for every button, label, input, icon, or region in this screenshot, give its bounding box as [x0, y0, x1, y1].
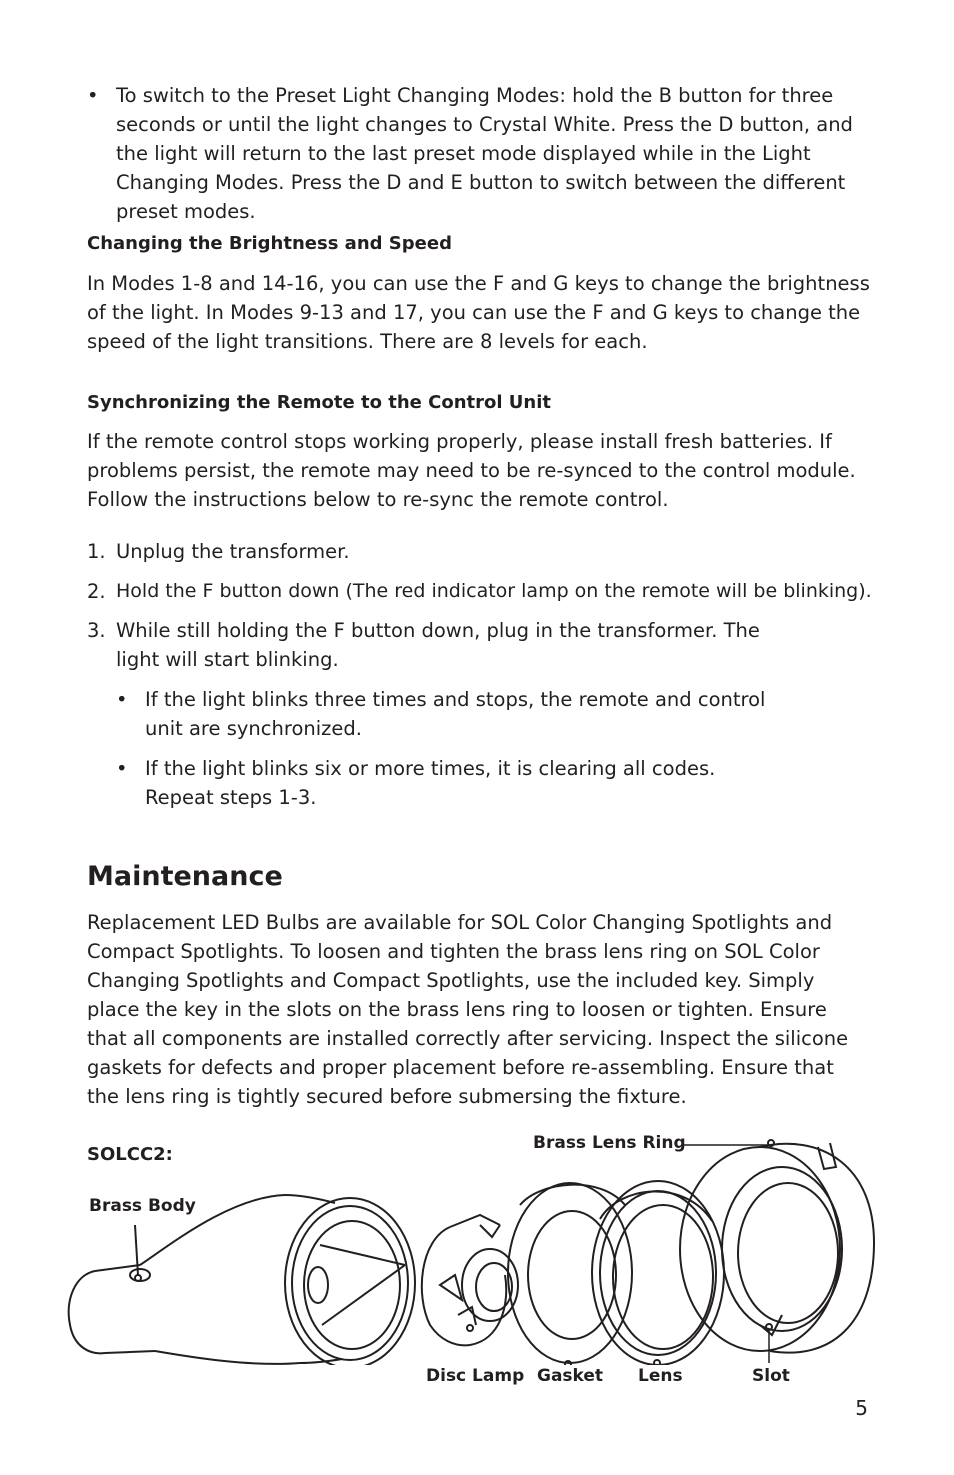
lens-drawing [592, 1181, 724, 1365]
brass-lens-ring-label: Brass Lens Ring [533, 1133, 686, 1153]
intro-bullet-text: To switch to the Preset Light Changing Modes: hold the B button for three seconds or until the light changes to Crystal White. Press the D button, and the light will return to the last preset mode displayed while in the Light Changing Modes. Press the D and E button to switch between the different preset modes. [116, 84, 853, 223]
maintenance-heading: Maintenance [87, 861, 283, 892]
gasket-label: Gasket [537, 1366, 604, 1386]
step-text: While still holding the F button down, plug in the transformer. The light will start blinking. [116, 619, 760, 671]
disc-lamp-label: Disc Lamp [426, 1366, 525, 1386]
step-number: 2. [87, 580, 106, 603]
disc-lamp-drawing [422, 1215, 518, 1345]
brass-body-drawing [69, 1195, 415, 1365]
bullet-mark: • [87, 84, 99, 107]
slot-label: Slot [752, 1366, 790, 1386]
step-text: Hold the F button down (The red indicator lamp on the remote will be blinking). [116, 580, 872, 602]
spotlight-exploded-diagram [60, 1125, 890, 1365]
sync-sub-bullet-1 [116, 685, 816, 745]
step-number: 1. [87, 540, 106, 563]
maintenance-body: Replacement LED Bulbs are available for SOL Color Changing Spotlights and Compact Spotlights. To loosen and tighten the brass lens ring on SOL Color Changing Spotlights and Compact Spotlights, use the included key. Simply place the key in the slots on the brass lens ring to loosen or tighten. Ensure that all components are installed correctly after servicing. Inspect the silicone gaskets for defects and proper placement before re-assembling. Ensure that the lens ring is tightly secured before submersing the fixture. [87, 911, 849, 1108]
sync-sub-bullet-2 [116, 754, 816, 814]
intro-bullet [87, 81, 887, 223]
brightness-heading: Changing the Brightness and Speed [87, 233, 452, 254]
sync-step-3 [87, 616, 887, 676]
sync-step-1 [87, 537, 887, 567]
sync-step-2 [87, 577, 887, 607]
step-number: 3. [87, 619, 106, 642]
sub-bullet-text: If the light blinks three times and stops, the remote and control unit are synchronized. [145, 688, 766, 740]
sync-body: If the remote control stops working properly, please install fresh batteries. If problems persist, the remote may need to be re-synced to the control module. Follow the instructions below to re-sync the remote control. [87, 430, 856, 511]
lens-label: Lens [638, 1366, 683, 1386]
bullet-mark: • [116, 688, 128, 711]
step-text: Unplug the transformer. [116, 540, 350, 563]
brightness-body: In Modes 1-8 and 14-16, you can use the F and G keys to change the brightness of the light. In Modes 9-13 and 17, you can use the F and G keys to change the speed of the light transitions. There are 8 levels for each. [87, 272, 870, 353]
page-number: 5 [855, 1396, 868, 1420]
bullet-mark: • [116, 757, 128, 780]
brass-body-label: Brass Body [89, 1196, 196, 1216]
sub-bullet-text: If the light blinks six or more times, it is clearing all codes. Repeat steps 1-3. [145, 757, 716, 809]
solcc2-label: SOLCC2: [87, 1144, 173, 1165]
sync-heading: Synchronizing the Remote to the Control Unit [87, 392, 552, 413]
